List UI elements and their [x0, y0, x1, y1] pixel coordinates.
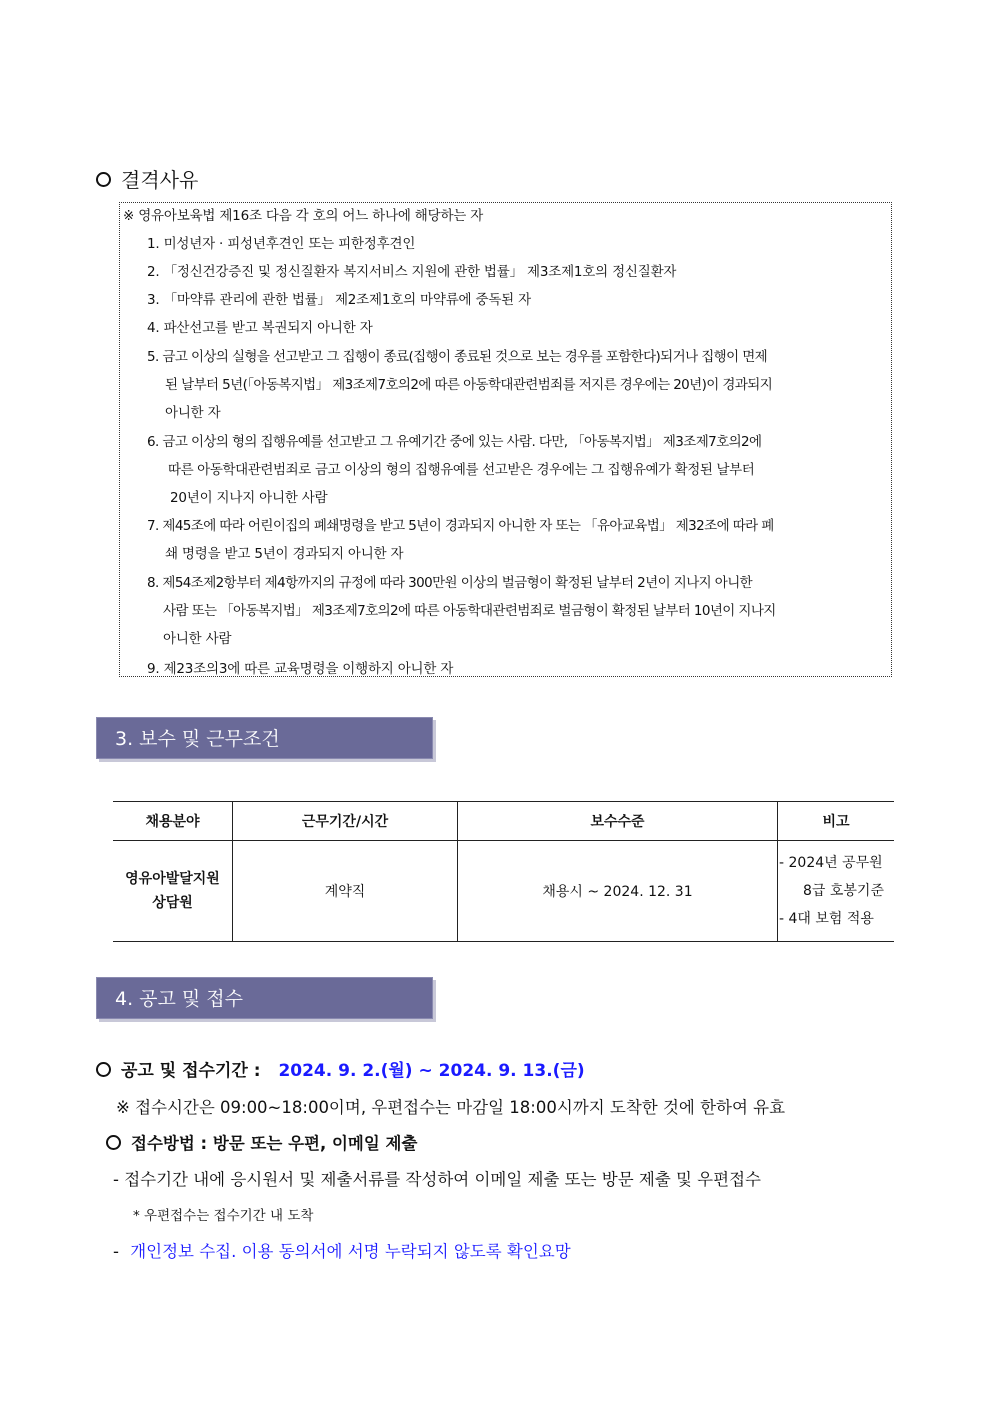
disqualification-item: 9. 제23조의3에 따른 교육명령을 이행하지 아니한 자 — [147, 661, 454, 677]
section3-header: 3. 보수 및 근무조건 — [96, 717, 433, 759]
col-header-period: 근무기간/시간 — [233, 802, 458, 841]
cell-field-line2: 상담원 — [152, 895, 193, 911]
disqualification-item: 5. 금고 이상의 실형을 선고받고 그 집행이 종료(집행이 종료된 것으로 보는 경우를 포함한다)되거나 집행이 면제 — [147, 349, 768, 365]
col-header-pay: 보수수준 — [458, 802, 778, 841]
disqualification-item: 6. 금고 이상의 형의 집행유예를 선고받고 그 유예기간 중에 있는 사람. 다만, 「아동복지법」 제3조제7호의2에 — [147, 434, 762, 450]
section4-header: 4. 공고 및 접수 — [96, 977, 433, 1019]
disqualification-item: 쇄 명령을 받고 5년이 경과되지 아니한 자 — [165, 546, 404, 562]
consent-dash: - — [113, 1242, 119, 1261]
circle-bullet-icon — [96, 172, 111, 187]
method-row — [106, 1130, 417, 1154]
disqualification-item: 7. 제45조에 따라 어린이집의 폐쇄명령을 받고 5년이 경과되지 아니한 자 또는 「유아교육법」 제32조에 따라 폐 — [147, 518, 774, 534]
circle-bullet-icon — [96, 1062, 111, 1077]
disqualification-title: 결격사유 — [121, 168, 199, 192]
cell-field-line1: 영유아발달지원 — [125, 871, 220, 887]
method-title: 접수방법 : 방문 또는 우편, 이메일 제출 — [131, 1134, 418, 1153]
disqualification-item: 아니한 사람 — [163, 631, 232, 647]
disqualification-item: 2. 「정신건강증진 및 정신질환자 복지서비스 지원에 관한 법률」 제3조제1호의 정신질환자 — [147, 264, 677, 280]
cell-field — [113, 841, 233, 942]
period-label: 공고 및 접수기간 : — [121, 1061, 261, 1081]
note-line: - 4대 보험 적용 — [779, 911, 874, 927]
disqualification-item: 8. 제54조제2항부터 제4항까지의 규정에 따라 300만원 이상의 벌금형이 확정된 날부터 2년이 지나지 아니한 — [147, 575, 753, 591]
disqualification-item: 사람 또는 「아동복지법」 제3조제7호의2에 따른 아동학대관련범죄로 벌금형이 확정된 날부터 10년이 지나지 — [163, 603, 776, 619]
mail-note: * 우편접수는 접수기간 내 도착 — [133, 1208, 314, 1224]
disqualification-item: 된 날부터 5년(「아동복지법」 제3조제7호의2에 따른 아동학대관련범죄를 저지른 경우에는 20년)이 경과되지 — [165, 377, 773, 393]
period-row — [96, 1056, 585, 1081]
disqualification-item: 1. 미성년자 · 피성년후견인 또는 피한정후견인 — [147, 236, 416, 252]
cell-note — [778, 841, 895, 942]
disqualification-item: 아니한 자 — [165, 405, 221, 421]
col-header-note: 비고 — [778, 802, 895, 841]
cell-pay: 채용시 ~ 2024. 12. 31 — [458, 841, 778, 942]
disqualification-intro: ※ 영유아보육법 제16조 다음 각 호의 어느 하나에 해당하는 자 — [123, 208, 484, 224]
disqualification-item: 따른 아동학대관련범죄로 금고 이상의 형의 집행유예를 선고받은 경우에는 그 집행유예가 확정된 날부터 — [168, 462, 755, 478]
cell-period: 계약직 — [233, 841, 458, 942]
table-row — [113, 841, 894, 942]
col-header-field: 채용분야 — [113, 802, 233, 841]
table-header-row — [113, 802, 894, 841]
circle-bullet-icon — [106, 1135, 121, 1150]
disqualification-heading — [96, 164, 198, 193]
method-line: - 접수기간 내에 응시원서 및 제출서류를 작성하여 이메일 제출 또는 방문 제출 및 우편접수 — [113, 1170, 761, 1189]
note-line: - 2024년 공무원 — [779, 855, 883, 871]
consent-note: 개인정보 수집. 이용 동의서에 서명 누락되지 않도록 확인요망 — [130, 1242, 571, 1261]
hours-note: ※ 접수시간은 09:00~18:00이며, 우편접수는 마감일 18:00시까지 도착한 것에 한하여 유효 — [116, 1098, 786, 1117]
disqualification-item: 4. 파산선고를 받고 복권되지 아니한 자 — [147, 320, 373, 336]
pay-table — [113, 801, 894, 942]
period-value: 2024. 9. 2.(월) ~ 2024. 9. 13.(금) — [278, 1061, 585, 1081]
consent-row — [113, 1238, 571, 1262]
disqualification-box — [119, 202, 892, 677]
disqualification-item: 3. 「마약류 관리에 관한 법률」 제2조제1호의 마약류에 중독된 자 — [147, 292, 531, 308]
note-line: 8급 호봉기준 — [803, 883, 884, 899]
disqualification-item: 20년이 지나지 아니한 사람 — [170, 490, 328, 506]
